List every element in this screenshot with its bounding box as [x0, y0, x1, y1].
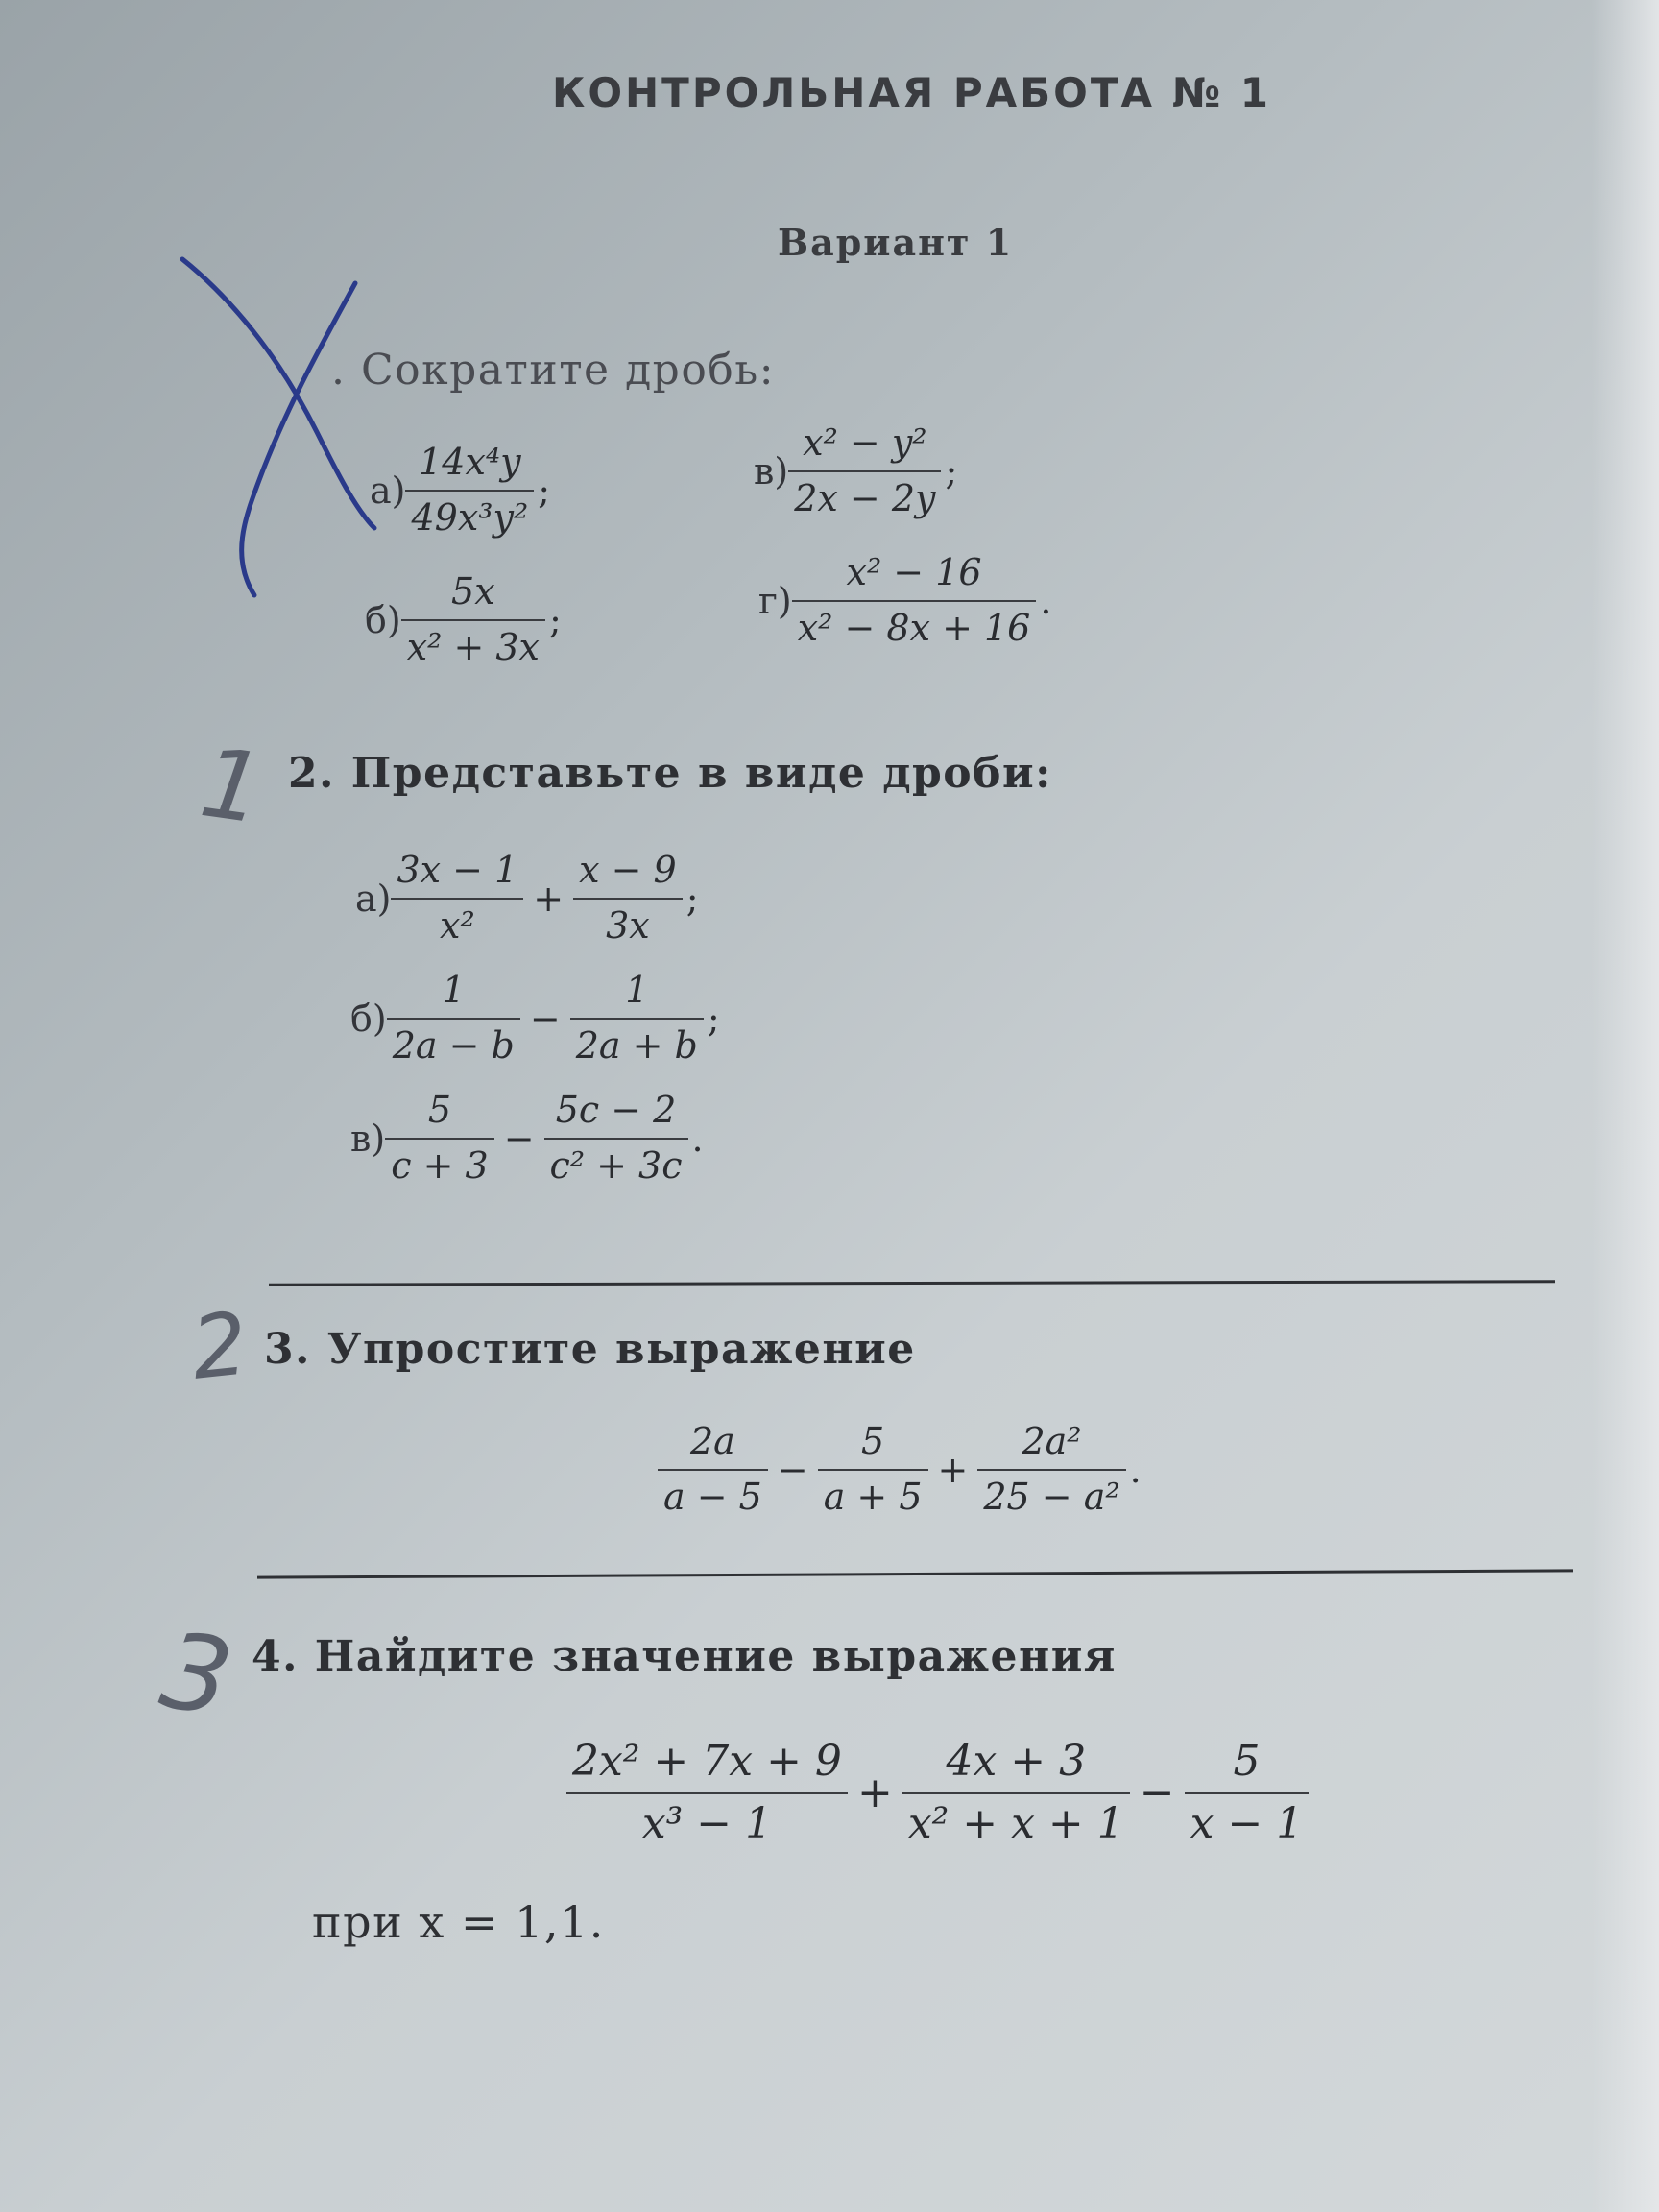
punctuation: ; [945, 449, 958, 493]
fraction-denominator: x² + x + 1 [907, 1798, 1124, 1848]
task2-item-a [355, 850, 699, 947]
fraction-bar [566, 1792, 848, 1794]
punctuation: ; [685, 877, 699, 920]
fraction-bar [792, 600, 1037, 602]
fraction-denominator: x − 1 [1190, 1798, 1304, 1848]
fraction-denominator: x² − 8x + 16 [797, 606, 1031, 649]
fraction-numerator: 5 [1233, 1737, 1261, 1786]
fraction [1185, 1738, 1310, 1848]
divider-line [257, 1569, 1573, 1578]
fraction-denominator: c² + 3c [549, 1143, 683, 1187]
fraction [573, 850, 683, 947]
operator: − [503, 1117, 535, 1160]
fraction-bar [401, 619, 545, 621]
fraction-numerator: 4x + 3 [946, 1737, 1087, 1786]
task1-a-label: а) [370, 469, 406, 512]
fraction [818, 1421, 928, 1518]
fraction [977, 1421, 1125, 1518]
fraction-numerator: x² − y² [803, 421, 927, 464]
fraction [391, 850, 523, 947]
fraction-bar [658, 1469, 768, 1471]
fraction-bar [391, 898, 523, 900]
divider-line [269, 1280, 1555, 1286]
fraction-denominator: x² [440, 903, 475, 947]
task1-v-fraction [788, 422, 941, 519]
fraction-denominator: 3x [606, 903, 650, 947]
fraction [570, 970, 704, 1067]
fraction-bar [977, 1469, 1125, 1471]
fraction [544, 1090, 688, 1187]
operator: − [777, 1448, 808, 1491]
fraction-numerator: 5 [861, 1420, 885, 1462]
fraction-numerator: 3x − 1 [397, 849, 518, 891]
fraction-bar [387, 1018, 520, 1020]
punctuation: ; [538, 469, 551, 512]
task3-expression [658, 1421, 1142, 1518]
task2-a-label: а) [355, 877, 392, 920]
fraction-denominator: 49x³y² [411, 495, 529, 539]
handwritten-grade-mark: 1 [194, 726, 271, 846]
task2-item-b [350, 970, 720, 1067]
variant-label: Вариант 1 [778, 221, 1014, 264]
task1-a-fraction [405, 442, 534, 539]
fraction-bar [818, 1469, 928, 1471]
fraction-numerator: 14x⁴y [419, 441, 521, 483]
task2-v-label: в) [350, 1117, 386, 1160]
fraction-denominator: 2x − 2y [794, 476, 936, 519]
punctuation: ; [548, 598, 562, 641]
fraction-numerator: 2a² [1022, 1420, 1082, 1462]
fraction-bar [544, 1138, 688, 1140]
fraction [658, 1421, 768, 1518]
fraction-numerator: 1 [625, 969, 649, 1011]
operator: + [856, 1768, 893, 1818]
fraction-bar [573, 898, 683, 900]
fraction-bar [902, 1792, 1130, 1794]
fraction-numerator: 5x [451, 570, 495, 613]
punctuation: . [691, 1117, 704, 1160]
fraction-numerator: 2a [690, 1420, 735, 1462]
page-edge [1592, 0, 1659, 2212]
task1-item-v [754, 422, 957, 519]
task2-b-label: б) [350, 997, 387, 1040]
fraction [385, 1090, 493, 1187]
fraction-numerator: 1 [442, 969, 466, 1011]
fraction-denominator: a − 5 [663, 1475, 762, 1518]
fraction-denominator: 25 − a² [983, 1475, 1120, 1518]
fraction [566, 1738, 848, 1848]
task3-heading: 3. Упростите выражение [264, 1325, 916, 1374]
fraction-denominator: 2a − b [392, 1023, 515, 1067]
task1-v-label: в) [754, 449, 789, 493]
fraction-numerator: x² − 16 [846, 551, 982, 593]
fraction-numerator: 2x² + 7x + 9 [572, 1737, 842, 1786]
task1-b-fraction [401, 571, 545, 668]
task4-heading: 4. Найдите значение выражения [252, 1632, 1117, 1681]
fraction-bar [788, 470, 941, 472]
page-title: КОНТРОЛЬНАЯ РАБОТА № 1 [552, 69, 1271, 116]
punctuation: . [1040, 579, 1052, 622]
operator: + [937, 1448, 969, 1491]
punctuation: . [1129, 1448, 1142, 1491]
punctuation: ; [707, 997, 720, 1040]
task2-item-v [350, 1090, 704, 1187]
operator: − [1139, 1768, 1175, 1818]
fraction [902, 1738, 1130, 1848]
handwritten-grade-mark: 3 [153, 1607, 241, 1742]
fraction-denominator: a + 5 [823, 1475, 923, 1518]
fraction-bar [405, 490, 534, 492]
fraction-numerator: 5c − 2 [555, 1089, 677, 1131]
fraction-bar [385, 1138, 493, 1140]
task4-expression [566, 1738, 1309, 1848]
fraction-denominator: 2a + b [575, 1023, 698, 1067]
operator: − [529, 997, 561, 1040]
task1-g-fraction [792, 552, 1037, 649]
task1-item-g [758, 552, 1051, 649]
handwritten-grade-mark: 2 [186, 1293, 252, 1400]
task1-b-label: б) [365, 598, 401, 641]
fraction-numerator: x − 9 [579, 849, 677, 891]
fraction-bar [570, 1018, 704, 1020]
task4-condition: при x = 1,1. [312, 1896, 605, 1948]
cross-out-mark [163, 240, 413, 605]
fraction-denominator: c + 3 [391, 1143, 489, 1187]
fraction-numerator: 5 [427, 1089, 452, 1131]
fraction-denominator: x² + 3x [406, 625, 540, 668]
task2-heading: 2. Представьте в виде дроби: [288, 749, 1052, 798]
task1-g-label: г) [758, 579, 792, 622]
task1-heading: . Сократите дробь: [331, 346, 776, 395]
fraction-denominator: x³ − 1 [641, 1798, 773, 1848]
fraction [387, 970, 520, 1067]
fraction-bar [1185, 1792, 1310, 1794]
operator: + [533, 877, 565, 920]
